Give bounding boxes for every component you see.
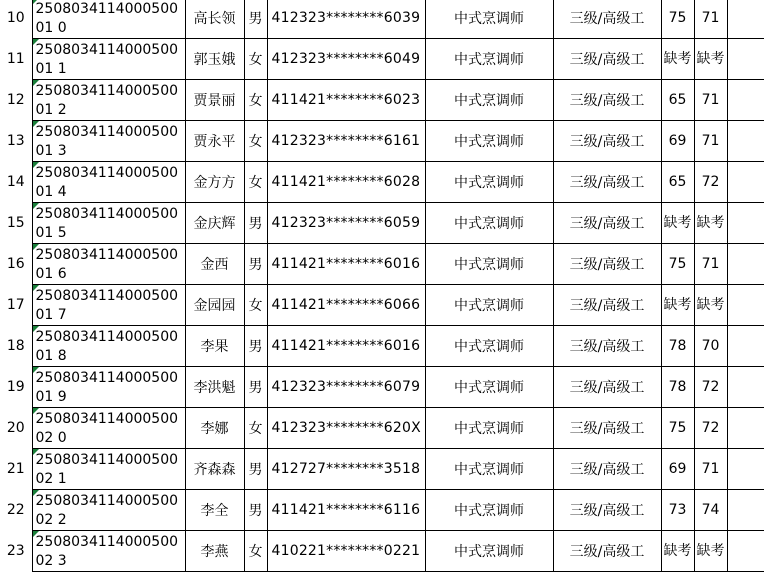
level-cell-text: 三级/高级工	[569, 93, 645, 109]
exam-number-cell-text: 250803411400050002 0	[35, 410, 179, 446]
level-cell[interactable]	[553, 80, 661, 121]
gender-cell-text: 女	[248, 93, 263, 109]
occupation-cell-text: 中式烹调师	[454, 462, 524, 478]
occupation-cell[interactable]	[425, 162, 553, 203]
exam-number-cell[interactable]	[32, 39, 185, 80]
gender-cell-text: 女	[248, 134, 263, 150]
id-number-cell-text: 411421********6116	[271, 502, 421, 518]
id-number-cell[interactable]	[267, 39, 425, 80]
skill-score-cell-text: 71	[701, 9, 720, 26]
theory-score-cell[interactable]	[661, 531, 694, 572]
text-number-indicator-icon	[33, 408, 39, 414]
id-number-cell-text: 411421********6023	[271, 92, 421, 108]
text-number-indicator-icon	[33, 0, 39, 4]
empty-cell[interactable]	[727, 39, 764, 80]
row-number[interactable]	[0, 80, 32, 121]
empty-cell[interactable]	[727, 326, 764, 367]
name-cell[interactable]	[185, 39, 244, 80]
name-cell[interactable]	[185, 0, 244, 39]
occupation-cell[interactable]	[425, 0, 553, 39]
level-cell-text: 三级/高级工	[569, 544, 645, 560]
gender-cell[interactable]	[244, 121, 267, 162]
name-cell[interactable]	[185, 367, 244, 408]
skill-score-cell[interactable]	[694, 285, 727, 326]
text-number-indicator-icon	[33, 203, 39, 209]
level-cell-text: 三级/高级工	[569, 134, 645, 150]
row-number[interactable]	[0, 408, 32, 449]
level-cell-text: 三级/高级工	[569, 421, 645, 437]
gender-cell-text: 女	[248, 52, 263, 68]
id-number-cell-text: 411421********6016	[271, 338, 421, 354]
text-number-indicator-icon	[33, 367, 39, 373]
occupation-cell-text: 中式烹调师	[454, 175, 524, 191]
theory-score-cell-text: 78	[668, 337, 687, 354]
id-number-cell[interactable]	[267, 244, 425, 285]
skill-score-cell-text: 72	[701, 173, 720, 190]
id-number-cell[interactable]	[267, 408, 425, 449]
id-number-cell[interactable]	[267, 80, 425, 121]
exam-number-cell-text: 250803411400050001 3	[35, 123, 179, 159]
skill-score-cell[interactable]	[694, 531, 727, 572]
occupation-cell-text: 中式烹调师	[454, 544, 524, 560]
table-row	[0, 531, 764, 572]
name-cell-text: 金庆辉	[193, 216, 236, 232]
theory-score-cell-text: 73	[668, 501, 687, 518]
exam-number-cell-text: 250803411400050001 5	[35, 205, 179, 241]
table-row	[0, 449, 764, 490]
row-number[interactable]	[0, 449, 32, 490]
row-number-text: 20	[6, 420, 25, 436]
theory-score-cell-text: 缺考	[663, 50, 692, 67]
id-number-cell-text: 412323********620X	[271, 420, 421, 436]
gender-cell-text: 男	[248, 380, 263, 396]
level-cell-text: 三级/高级工	[569, 298, 645, 314]
gender-cell[interactable]	[244, 0, 267, 39]
name-cell[interactable]	[185, 244, 244, 285]
row-number-text: 11	[6, 51, 25, 67]
row-number-text: 13	[6, 133, 25, 149]
empty-cell[interactable]	[727, 80, 764, 121]
id-number-cell[interactable]	[267, 0, 425, 39]
occupation-cell-text: 中式烹调师	[454, 380, 524, 396]
id-number-cell[interactable]	[267, 326, 425, 367]
level-cell[interactable]	[553, 121, 661, 162]
gender-cell[interactable]	[244, 39, 267, 80]
exam-number-cell[interactable]	[32, 0, 185, 39]
empty-cell[interactable]	[727, 490, 764, 531]
theory-score-cell[interactable]	[661, 367, 694, 408]
occupation-cell[interactable]	[425, 449, 553, 490]
id-number-cell-text: 412323********6079	[271, 379, 421, 395]
theory-score-cell-text: 75	[668, 255, 687, 272]
occupation-cell[interactable]	[425, 285, 553, 326]
table-row	[0, 162, 764, 203]
occupation-cell[interactable]	[425, 326, 553, 367]
level-cell[interactable]	[553, 531, 661, 572]
row-number-text: 16	[6, 256, 25, 272]
gender-cell-text: 男	[248, 216, 263, 232]
exam-number-cell-text: 250803411400050001 6	[35, 246, 179, 282]
empty-cell[interactable]	[727, 203, 764, 244]
level-cell[interactable]	[553, 162, 661, 203]
row-number-text: 14	[6, 174, 25, 190]
gender-cell-text: 女	[248, 421, 263, 437]
skill-score-cell-text: 72	[701, 378, 720, 395]
skill-score-cell[interactable]	[694, 244, 727, 285]
occupation-cell[interactable]	[425, 203, 553, 244]
skill-score-cell[interactable]	[694, 408, 727, 449]
theory-score-cell[interactable]	[661, 408, 694, 449]
theory-score-cell-text: 75	[668, 419, 687, 436]
occupation-cell[interactable]	[425, 80, 553, 121]
name-cell-text: 齐森森	[193, 462, 236, 478]
exam-number-cell-text: 250803411400050002 2	[35, 492, 179, 528]
level-cell[interactable]	[553, 39, 661, 80]
name-cell-text: 郭玉娥	[193, 52, 236, 68]
id-number-cell-text: 412323********6161	[271, 133, 421, 149]
row-number[interactable]	[0, 39, 32, 80]
theory-score-cell[interactable]	[661, 244, 694, 285]
id-number-cell-text: 412323********6059	[271, 215, 421, 231]
skill-score-cell[interactable]	[694, 326, 727, 367]
row-number[interactable]	[0, 367, 32, 408]
text-number-indicator-icon	[33, 326, 39, 332]
skill-score-cell[interactable]	[694, 0, 727, 39]
theory-score-cell[interactable]	[661, 449, 694, 490]
occupation-cell-text: 中式烹调师	[454, 421, 524, 437]
exam-number-cell[interactable]	[32, 408, 185, 449]
skill-score-cell-text: 缺考	[696, 542, 725, 559]
level-cell[interactable]	[553, 203, 661, 244]
theory-score-cell[interactable]	[661, 0, 694, 39]
theory-score-cell[interactable]	[661, 80, 694, 121]
table-row	[0, 121, 764, 162]
name-cell-text: 贾永平	[193, 134, 236, 150]
skill-score-cell-text: 71	[701, 460, 720, 477]
id-number-cell[interactable]	[267, 162, 425, 203]
empty-cell[interactable]	[727, 285, 764, 326]
name-cell-text: 李娜	[200, 421, 229, 437]
table-row	[0, 80, 764, 121]
level-cell[interactable]	[553, 0, 661, 39]
row-number[interactable]	[0, 0, 32, 39]
name-cell[interactable]	[185, 285, 244, 326]
skill-score-cell[interactable]	[694, 121, 727, 162]
level-cell-text: 三级/高级工	[569, 11, 645, 27]
gender-cell[interactable]	[244, 80, 267, 121]
exam-number-cell-text: 250803411400050001 4	[35, 164, 179, 200]
theory-score-cell-text: 65	[668, 91, 687, 108]
row-number[interactable]	[0, 121, 32, 162]
id-number-cell[interactable]	[267, 121, 425, 162]
empty-cell[interactable]	[727, 449, 764, 490]
id-number-cell[interactable]	[267, 367, 425, 408]
row-number[interactable]	[0, 490, 32, 531]
gender-cell-text: 男	[248, 11, 263, 27]
row-number-text: 22	[6, 502, 25, 518]
occupation-cell-text: 中式烹调师	[454, 339, 524, 355]
name-cell-text: 李洪魁	[193, 380, 236, 396]
gender-cell[interactable]	[244, 203, 267, 244]
text-number-indicator-icon	[33, 531, 39, 537]
name-cell-text: 金园园	[193, 298, 236, 314]
text-number-indicator-icon	[33, 121, 39, 127]
id-number-cell-text: 410221********0221	[271, 543, 421, 559]
row-number[interactable]	[0, 326, 32, 367]
gender-cell[interactable]	[244, 449, 267, 490]
name-cell[interactable]	[185, 203, 244, 244]
empty-cell[interactable]	[727, 162, 764, 203]
row-number[interactable]	[0, 162, 32, 203]
gender-cell[interactable]	[244, 367, 267, 408]
gender-cell-text: 女	[248, 544, 263, 560]
name-cell[interactable]	[185, 449, 244, 490]
row-number[interactable]	[0, 244, 32, 285]
name-cell-text: 金西	[200, 257, 229, 273]
occupation-cell[interactable]	[425, 408, 553, 449]
skill-score-cell-text: 缺考	[696, 296, 725, 313]
level-cell-text: 三级/高级工	[569, 503, 645, 519]
id-number-cell[interactable]	[267, 531, 425, 572]
level-cell[interactable]	[553, 408, 661, 449]
gender-cell-text: 男	[248, 503, 263, 519]
gender-cell-text: 男	[248, 339, 263, 355]
level-cell-text: 三级/高级工	[569, 216, 645, 232]
name-cell-text: 李全	[200, 503, 229, 519]
exam-number-cell-text: 250803411400050001 0	[35, 0, 179, 36]
theory-score-cell-text: 69	[668, 460, 687, 477]
exam-number-cell[interactable]	[32, 285, 185, 326]
exam-number-cell[interactable]	[32, 121, 185, 162]
row-number-text: 10	[6, 10, 25, 26]
level-cell-text: 三级/高级工	[569, 52, 645, 68]
occupation-cell-text: 中式烹调师	[454, 298, 524, 314]
gender-cell[interactable]	[244, 244, 267, 285]
table-row	[0, 367, 764, 408]
theory-score-cell-text: 75	[668, 9, 687, 26]
row-number-text: 18	[6, 338, 25, 354]
text-number-indicator-icon	[33, 244, 39, 250]
table-row	[0, 285, 764, 326]
name-cell-text: 李果	[200, 339, 229, 355]
row-number[interactable]	[0, 203, 32, 244]
level-cell[interactable]	[553, 244, 661, 285]
exam-number-cell[interactable]	[32, 490, 185, 531]
row-number-text: 19	[6, 379, 25, 395]
exam-number-cell[interactable]	[32, 531, 185, 572]
id-number-cell-text: 411421********6066	[271, 297, 421, 313]
theory-score-cell-text: 缺考	[663, 296, 692, 313]
name-cell[interactable]	[185, 531, 244, 572]
level-cell-text: 三级/高级工	[569, 339, 645, 355]
name-cell[interactable]	[185, 326, 244, 367]
text-number-indicator-icon	[33, 449, 39, 455]
id-number-cell-text: 411421********6016	[271, 256, 421, 272]
gender-cell[interactable]	[244, 326, 267, 367]
skill-score-cell[interactable]	[694, 80, 727, 121]
theory-score-cell-text: 65	[668, 173, 687, 190]
skill-score-cell[interactable]	[694, 490, 727, 531]
level-cell-text: 三级/高级工	[569, 257, 645, 273]
name-cell-text: 贾景丽	[193, 93, 236, 109]
name-cell[interactable]	[185, 490, 244, 531]
skill-score-cell-text: 72	[701, 419, 720, 436]
table-row	[0, 244, 764, 285]
level-cell-text: 三级/高级工	[569, 380, 645, 396]
level-cell[interactable]	[553, 367, 661, 408]
exam-number-cell[interactable]	[32, 367, 185, 408]
skill-score-cell-text: 缺考	[696, 50, 725, 67]
occupation-cell[interactable]	[425, 531, 553, 572]
gender-cell-text: 女	[248, 298, 263, 314]
name-cell-text: 金方方	[193, 175, 236, 191]
theory-score-cell-text: 69	[668, 132, 687, 149]
occupation-cell[interactable]	[425, 39, 553, 80]
id-number-cell-text: 412727********3518	[271, 461, 421, 477]
theory-score-cell[interactable]	[661, 203, 694, 244]
row-number-text: 12	[6, 92, 25, 108]
empty-cell[interactable]	[727, 408, 764, 449]
skill-score-cell[interactable]	[694, 367, 727, 408]
skill-score-cell[interactable]	[694, 39, 727, 80]
name-cell[interactable]	[185, 80, 244, 121]
theory-score-cell-text: 缺考	[663, 542, 692, 559]
gender-cell[interactable]	[244, 531, 267, 572]
table-row	[0, 39, 764, 80]
table-row	[0, 0, 764, 39]
occupation-cell[interactable]	[425, 121, 553, 162]
theory-score-cell[interactable]	[661, 162, 694, 203]
row-number[interactable]	[0, 531, 32, 572]
id-number-cell[interactable]	[267, 285, 425, 326]
gender-cell-text: 男	[248, 462, 263, 478]
id-number-cell[interactable]	[267, 203, 425, 244]
theory-score-cell[interactable]	[661, 285, 694, 326]
exam-number-cell[interactable]	[32, 449, 185, 490]
id-number-cell[interactable]	[267, 490, 425, 531]
gender-cell[interactable]	[244, 162, 267, 203]
empty-cell[interactable]	[727, 367, 764, 408]
empty-cell[interactable]	[727, 244, 764, 285]
exam-number-cell-text: 250803411400050001 7	[35, 287, 179, 323]
name-cell[interactable]	[185, 408, 244, 449]
occupation-cell-text: 中式烹调师	[454, 93, 524, 109]
id-number-cell-text: 412323********6039	[271, 10, 421, 26]
text-number-indicator-icon	[33, 39, 39, 45]
row-number-text: 17	[6, 297, 25, 313]
occupation-cell-text: 中式烹调师	[454, 503, 524, 519]
gender-cell-text: 女	[248, 175, 263, 191]
skill-score-cell-text: 71	[701, 132, 720, 149]
theory-score-cell[interactable]	[661, 490, 694, 531]
exam-number-cell-text: 250803411400050001 9	[35, 369, 179, 405]
skill-score-cell-text: 74	[701, 501, 720, 518]
id-number-cell[interactable]	[267, 449, 425, 490]
skill-score-cell-text: 缺考	[696, 214, 725, 231]
skill-score-cell-text: 71	[701, 255, 720, 272]
exam-number-cell-text: 250803411400050001 8	[35, 328, 179, 364]
row-number-text: 15	[6, 215, 25, 231]
table-row	[0, 203, 764, 244]
occupation-cell-text: 中式烹调师	[454, 11, 524, 27]
empty-cell[interactable]	[727, 531, 764, 572]
name-cell[interactable]	[185, 162, 244, 203]
row-number-text: 21	[6, 461, 25, 477]
occupation-cell[interactable]	[425, 490, 553, 531]
exam-number-cell-text: 250803411400050001 1	[35, 41, 179, 77]
text-number-indicator-icon	[33, 285, 39, 291]
text-number-indicator-icon	[33, 80, 39, 86]
empty-cell[interactable]	[727, 0, 764, 39]
gender-cell[interactable]	[244, 408, 267, 449]
occupation-cell-text: 中式烹调师	[454, 257, 524, 273]
level-cell[interactable]	[553, 326, 661, 367]
skill-score-cell[interactable]	[694, 203, 727, 244]
skill-score-cell-text: 70	[701, 337, 720, 354]
theory-score-cell-text: 78	[668, 378, 687, 395]
theory-score-cell-text: 缺考	[663, 214, 692, 231]
exam-number-cell-text: 250803411400050002 3	[35, 533, 179, 569]
id-number-cell-text: 411421********6028	[271, 174, 421, 190]
skill-score-cell[interactable]	[694, 162, 727, 203]
level-cell[interactable]	[553, 285, 661, 326]
level-cell-text: 三级/高级工	[569, 175, 645, 191]
gender-cell[interactable]	[244, 490, 267, 531]
table-row	[0, 326, 764, 367]
theory-score-cell[interactable]	[661, 121, 694, 162]
exam-number-cell[interactable]	[32, 80, 185, 121]
skill-score-cell-text: 71	[701, 91, 720, 108]
exam-number-cell[interactable]	[32, 326, 185, 367]
exam-number-cell[interactable]	[32, 162, 185, 203]
gender-cell-text: 男	[248, 257, 263, 273]
exam-number-cell[interactable]	[32, 203, 185, 244]
table-row	[0, 408, 764, 449]
occupation-cell-text: 中式烹调师	[454, 216, 524, 232]
row-number-text: 23	[6, 543, 25, 559]
name-cell-text: 李燕	[200, 544, 229, 560]
empty-cell[interactable]	[727, 121, 764, 162]
exam-number-cell-text: 250803411400050001 2	[35, 82, 179, 118]
exam-number-cell[interactable]	[32, 244, 185, 285]
level-cell[interactable]	[553, 449, 661, 490]
name-cell-text: 高长领	[193, 11, 236, 27]
name-cell[interactable]	[185, 121, 244, 162]
occupation-cell-text: 中式烹调师	[454, 134, 524, 150]
theory-score-cell[interactable]	[661, 326, 694, 367]
occupation-cell[interactable]	[425, 244, 553, 285]
theory-score-cell[interactable]	[661, 39, 694, 80]
occupation-cell[interactable]	[425, 367, 553, 408]
exam-number-cell-text: 250803411400050002 1	[35, 451, 179, 487]
row-number[interactable]	[0, 285, 32, 326]
gender-cell[interactable]	[244, 285, 267, 326]
id-number-cell-text: 412323********6049	[271, 51, 421, 67]
text-number-indicator-icon	[33, 490, 39, 496]
level-cell[interactable]	[553, 490, 661, 531]
text-number-indicator-icon	[33, 162, 39, 168]
level-cell-text: 三级/高级工	[569, 462, 645, 478]
occupation-cell-text: 中式烹调师	[454, 52, 524, 68]
table-row	[0, 490, 764, 531]
skill-score-cell[interactable]	[694, 449, 727, 490]
